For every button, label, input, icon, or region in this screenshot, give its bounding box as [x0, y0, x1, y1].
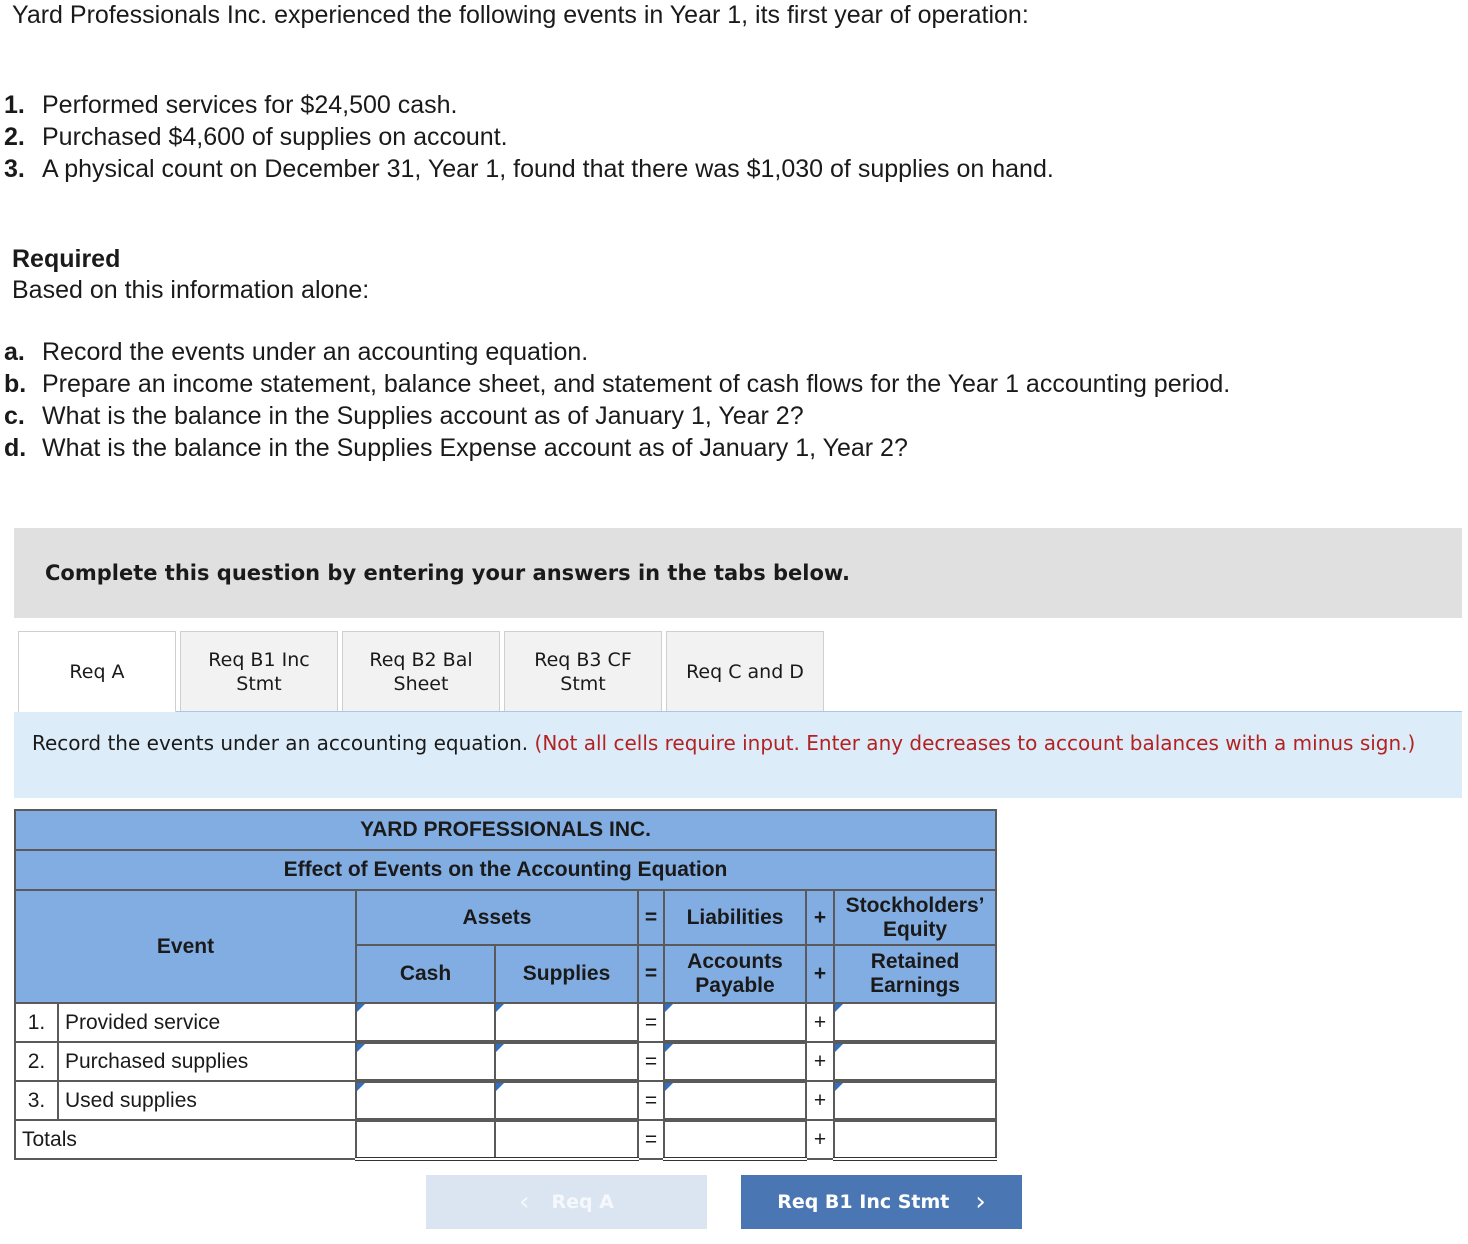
row-label: Used supplies: [58, 1081, 356, 1120]
instruction-panel: [14, 712, 1462, 798]
plus-sign: +: [806, 945, 834, 1003]
equals-sign: =: [638, 1042, 664, 1081]
supplies-cell: [495, 1003, 638, 1042]
tab-label: Req B2 Bal: [369, 648, 473, 671]
header-line: Payable: [695, 974, 775, 997]
supplies-cell: [495, 1081, 638, 1120]
item-text: What is the balance in the Supplies Expense account as of January 1, Year 2?: [42, 434, 908, 462]
cash-cell: [356, 1042, 495, 1081]
tab-label: Sheet: [393, 672, 449, 695]
requirements-list: [4, 336, 1230, 464]
supplies-input-3[interactable]: [496, 1090, 637, 1113]
event-header: Event: [15, 890, 356, 1003]
input-flag-icon: [835, 1083, 843, 1091]
supplies-cell: [495, 1042, 638, 1081]
list-item: [4, 121, 1054, 153]
plus-sign: +: [806, 1042, 834, 1081]
required-subtext: Based on this information alone:: [12, 276, 370, 304]
accounts-payable-cell: [664, 1081, 806, 1120]
accounting-equation-table: [14, 809, 997, 1161]
tab-req-a[interactable]: [18, 631, 176, 713]
totals-label: Totals: [15, 1120, 356, 1159]
assets-header: Assets: [356, 890, 638, 945]
liabilities-header: Liabilities: [664, 890, 806, 945]
table-row: [15, 1042, 996, 1081]
tab-label: Req C and D: [686, 660, 804, 683]
cash-input-3[interactable]: [357, 1090, 494, 1113]
accounts-payable-total: [664, 1120, 806, 1159]
company-name: YARD PROFESSIONALS INC.: [15, 810, 996, 850]
tab-label: Stmt: [560, 672, 606, 695]
tab-bar: [18, 631, 828, 713]
item-text: Record the events under an accounting equation.: [42, 338, 589, 366]
intro-text: Yard Professionals Inc. experienced the following events in Year 1, its first year of operation:: [12, 1, 1029, 29]
equals-sign: =: [638, 945, 664, 1003]
item-text: Prepare an income statement, balance sheet, and statement of cash flows for the Year 1 accounting period.: [42, 370, 1231, 398]
accounts-payable-input-2[interactable]: [665, 1051, 805, 1074]
retained-earnings-total: [834, 1120, 996, 1159]
input-flag-icon: [357, 1083, 365, 1091]
cash-total: [356, 1120, 495, 1159]
accounts-payable-header: [664, 945, 806, 1003]
item-number: c.: [4, 402, 25, 430]
list-item: [4, 400, 1230, 432]
instructions-banner: Complete this question by entering your answers in the tabs below.: [14, 528, 1462, 618]
tab-label: Req A: [69, 660, 125, 683]
tab-label: Stmt: [236, 672, 282, 695]
accounts-payable-cell: [664, 1042, 806, 1081]
list-item: [4, 336, 1230, 368]
plus-sign: +: [806, 1120, 834, 1159]
row-number: 2.: [15, 1042, 58, 1081]
required-section: [12, 244, 369, 306]
retained-earnings-header: [834, 945, 996, 1003]
equals-sign: =: [638, 1120, 664, 1159]
accounts-payable-cell: [664, 1003, 806, 1042]
table-row: [15, 1081, 996, 1120]
cash-header: Cash: [356, 945, 495, 1003]
item-number: 2.: [4, 123, 25, 151]
tab-req-b3[interactable]: [504, 631, 662, 712]
equals-sign: =: [638, 1081, 664, 1120]
header-line: Stockholders’: [845, 893, 985, 917]
plus-sign: +: [806, 890, 834, 945]
tab-req-c-d[interactable]: [666, 631, 824, 712]
cash-cell: [356, 1081, 495, 1120]
tab-label: Req B1 Inc: [208, 648, 310, 671]
accounts-payable-input-3[interactable]: [665, 1090, 805, 1113]
input-flag-icon: [835, 1004, 843, 1012]
accounts-payable-input-1[interactable]: [665, 1011, 805, 1034]
row-number: 3.: [15, 1081, 58, 1120]
input-flag-icon: [665, 1044, 673, 1052]
chevron-left-icon: ‹: [519, 1187, 530, 1217]
required-heading: Required: [12, 245, 121, 273]
list-item: [4, 89, 1054, 121]
instruction-text: Record the events under an accounting equation.: [32, 731, 529, 755]
retained-earnings-cell: [834, 1042, 996, 1081]
table-title: Effect of Events on the Accounting Equation: [15, 850, 996, 890]
item-text: Performed services for $24,500 cash.: [42, 91, 458, 119]
input-flag-icon: [496, 1044, 504, 1052]
supplies-input-2[interactable]: [496, 1051, 637, 1074]
supplies-header: Supplies: [495, 945, 638, 1003]
tab-req-b1[interactable]: [180, 631, 338, 712]
retained-earnings-cell: [834, 1081, 996, 1120]
input-flag-icon: [496, 1004, 504, 1012]
cash-input-2[interactable]: [357, 1051, 494, 1074]
header-line: Earnings: [870, 974, 960, 997]
chevron-right-icon: ›: [975, 1187, 986, 1217]
row-number: 1.: [15, 1003, 58, 1042]
header-line: Retained: [870, 950, 960, 973]
retained-earnings-cell: [834, 1003, 996, 1042]
supplies-total: [495, 1120, 638, 1159]
stockholders-equity-header: [834, 890, 996, 945]
prev-label: Req A: [551, 1191, 614, 1213]
row-label: Provided service: [58, 1003, 356, 1042]
list-item: [4, 368, 1230, 400]
header-line: Equity: [882, 917, 948, 941]
plus-sign: +: [806, 1003, 834, 1042]
input-flag-icon: [835, 1044, 843, 1052]
retained-earnings-input-1[interactable]: [835, 1011, 995, 1034]
list-item: [4, 432, 1230, 464]
retained-earnings-input-2[interactable]: [835, 1051, 995, 1074]
input-flag-icon: [665, 1004, 673, 1012]
retained-earnings-input-3[interactable]: [835, 1090, 995, 1113]
row-label: Purchased supplies: [58, 1042, 356, 1081]
list-item: [4, 153, 1054, 185]
supplies-input-1[interactable]: [496, 1011, 637, 1034]
cash-cell: [356, 1003, 495, 1042]
input-flag-icon: [357, 1004, 365, 1012]
item-text: What is the balance in the Supplies account as of January 1, Year 2?: [42, 402, 804, 430]
next-label: Req B1 Inc Stmt: [777, 1191, 950, 1213]
item-number: d.: [4, 434, 27, 462]
equals-sign: =: [638, 1003, 664, 1042]
events-list: [4, 89, 1054, 185]
item-number: a.: [4, 338, 25, 366]
table-row: [15, 1003, 996, 1042]
prev-button[interactable]: [426, 1175, 707, 1229]
input-flag-icon: [496, 1083, 504, 1091]
tab-req-b2[interactable]: [342, 631, 500, 712]
header-line: Accounts: [687, 950, 783, 973]
tab-label: Req B3 CF: [534, 648, 632, 671]
item-number: b.: [4, 370, 27, 398]
input-flag-icon: [357, 1044, 365, 1052]
plus-sign: +: [806, 1081, 834, 1120]
item-number: 3.: [4, 155, 25, 183]
next-button[interactable]: [741, 1175, 1022, 1229]
totals-row: [15, 1120, 996, 1159]
item-text: A physical count on December 31, Year 1, found that there was $1,030 of supplies on hand.: [42, 155, 1054, 183]
item-number: 1.: [4, 91, 25, 119]
input-flag-icon: [665, 1083, 673, 1091]
item-text: Purchased $4,600 of supplies on account.: [42, 123, 508, 151]
equals-sign: =: [638, 890, 664, 945]
instruction-note: (Not all cells require input. Enter any decreases to account balances with a minus sign.): [534, 731, 1416, 755]
cash-input-1[interactable]: [357, 1011, 494, 1034]
